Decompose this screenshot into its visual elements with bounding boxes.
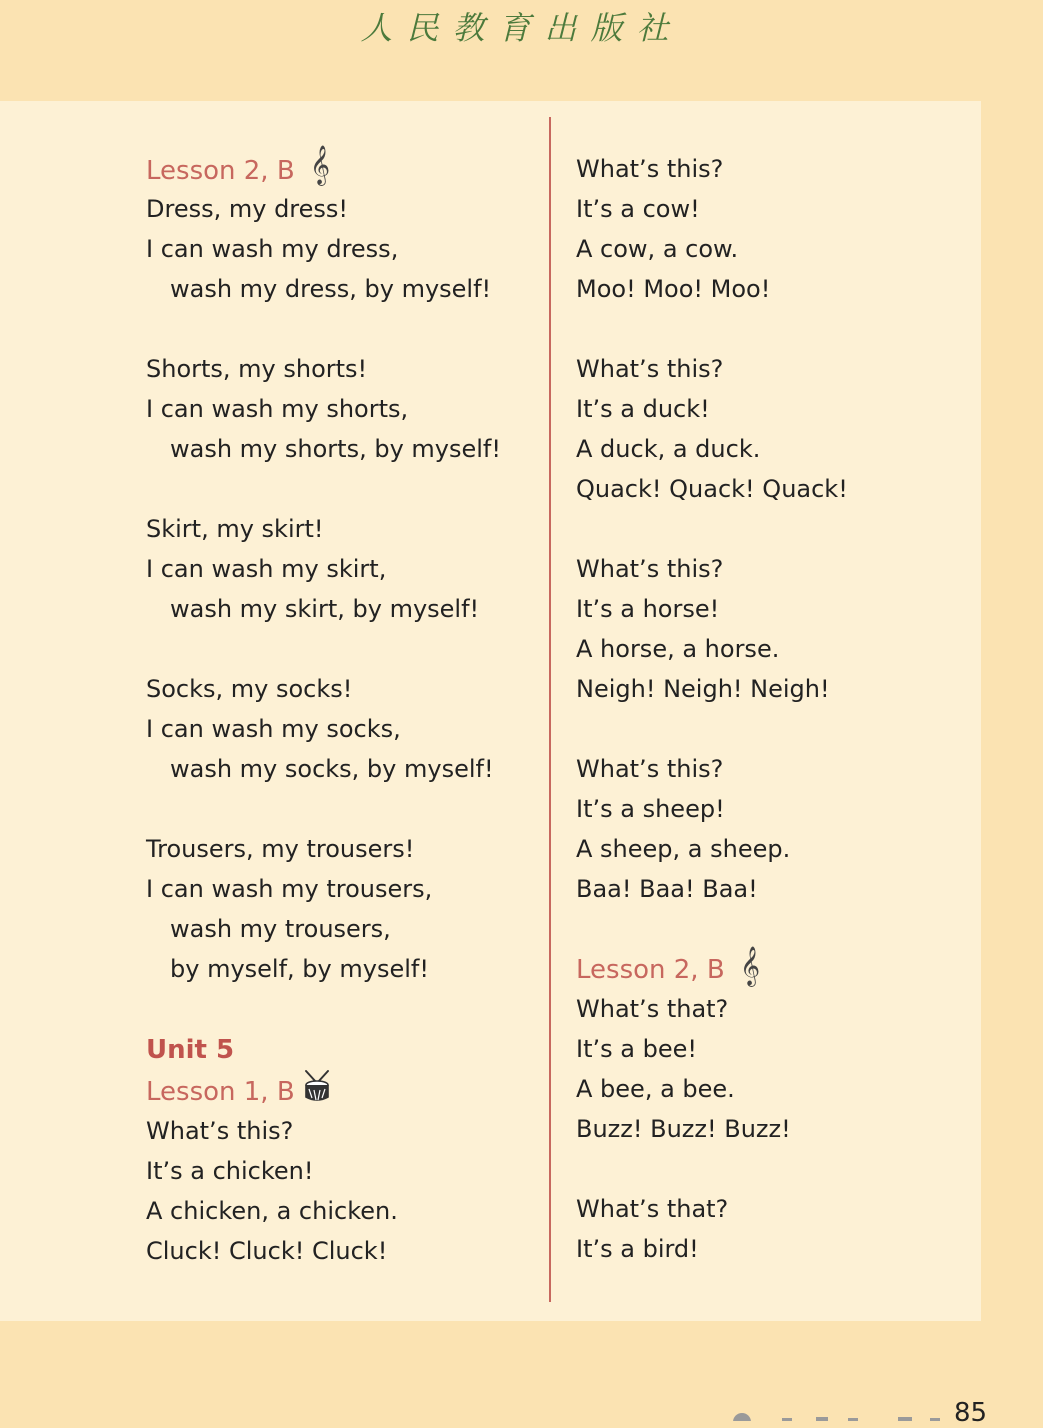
verse-line: What’s that? bbox=[576, 1195, 729, 1223]
verse-line: Quack! Quack! Quack! bbox=[576, 475, 848, 503]
verse-line: It’s a horse! bbox=[576, 595, 720, 623]
verse-line: What’s that? bbox=[576, 995, 729, 1023]
verse-line: I can wash my shorts, bbox=[146, 395, 409, 423]
column-divider bbox=[549, 117, 551, 1302]
verse-line: wash my socks, by myself! bbox=[170, 755, 494, 783]
verse-line: I can wash my socks, bbox=[146, 715, 401, 743]
unit-title: Unit 5 bbox=[146, 1035, 235, 1065]
verse-line: A duck, a duck. bbox=[576, 435, 761, 463]
verse-line: Baa! Baa! Baa! bbox=[576, 875, 758, 903]
verse-line: What’s this? bbox=[576, 155, 724, 183]
verse-line: A chicken, a chicken. bbox=[146, 1197, 398, 1225]
verse-line: It’s a cow! bbox=[576, 195, 700, 223]
verse-line: It’s a duck! bbox=[576, 395, 710, 423]
verse-line: It’s a bee! bbox=[576, 1035, 697, 1063]
lesson-heading: Lesson 1, B bbox=[146, 1077, 295, 1107]
verse-line: Dress, my dress! bbox=[146, 195, 349, 223]
verse-line: Trousers, my trousers! bbox=[146, 835, 415, 863]
verse-line: wash my shorts, by myself! bbox=[170, 435, 501, 463]
verse-line: Moo! Moo! Moo! bbox=[576, 275, 771, 303]
verse-line: Skirt, my skirt! bbox=[146, 515, 324, 543]
verse-line: I can wash my dress, bbox=[146, 235, 399, 263]
verse-line: I can wash my trousers, bbox=[146, 875, 433, 903]
lesson-heading: Lesson 2, B bbox=[146, 156, 295, 186]
verse-line: I can wash my skirt, bbox=[146, 555, 387, 583]
verse-line: by myself, by myself! bbox=[170, 955, 429, 983]
verse-line: wash my trousers, bbox=[170, 915, 391, 943]
footer-ornament bbox=[730, 1412, 950, 1421]
verse-line: Socks, my socks! bbox=[146, 675, 353, 703]
verse-line: wash my dress, by myself! bbox=[170, 275, 492, 303]
verse-line: What’s this? bbox=[576, 755, 724, 783]
treble-clef-icon: 𝄞 bbox=[310, 145, 331, 185]
verse-line: A cow, a cow. bbox=[576, 235, 739, 263]
verse-line: A sheep, a sheep. bbox=[576, 835, 791, 863]
verse-line: A horse, a horse. bbox=[576, 635, 780, 663]
verse-line: What’s this? bbox=[576, 555, 724, 583]
lesson-heading: Lesson 2, B bbox=[576, 955, 725, 985]
page-number: 85 bbox=[954, 1398, 988, 1428]
verse-line: Cluck! Cluck! Cluck! bbox=[146, 1237, 388, 1265]
publisher-watermark: 人民教育出版社 bbox=[360, 9, 683, 47]
treble-clef-icon: 𝄞 bbox=[740, 946, 761, 986]
verse-line: Buzz! Buzz! Buzz! bbox=[576, 1115, 791, 1143]
drum-icon bbox=[303, 1069, 331, 1103]
verse-line: It’s a chicken! bbox=[146, 1157, 314, 1185]
verse-line: wash my skirt, by myself! bbox=[170, 595, 480, 623]
verse-line: Neigh! Neigh! Neigh! bbox=[576, 675, 830, 703]
verse-line: Shorts, my shorts! bbox=[146, 355, 368, 383]
verse-line: It’s a bird! bbox=[576, 1235, 699, 1263]
verse-line: What’s this? bbox=[576, 355, 724, 383]
verse-line: A bee, a bee. bbox=[576, 1075, 735, 1103]
verse-line: It’s a sheep! bbox=[576, 795, 725, 823]
verse-line: What’s this? bbox=[146, 1117, 294, 1145]
